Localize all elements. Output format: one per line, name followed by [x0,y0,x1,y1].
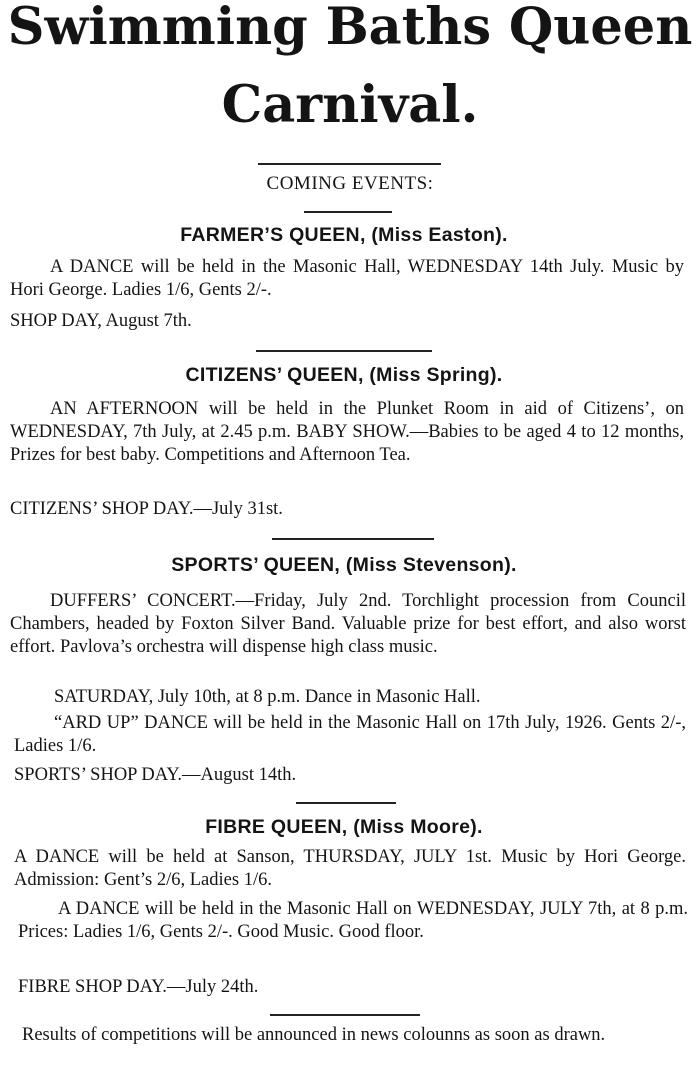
coming-events-heading: COMING EVENTS: [266,173,434,194]
divider [270,1014,420,1016]
section-title-sports: SPORTS’ QUEEN, (Miss Stevenson). [171,554,517,576]
divider [296,802,396,804]
farmers-paragraph-2: SHOP DAY, August 7th. [10,311,192,331]
citizens-paragraph-2: CITIZENS’ SHOP DAY.—July 31st. [10,499,283,519]
divider [258,163,441,165]
results-note: Results of competitions will be announced in news colounns as soon as drawn. [22,1025,606,1045]
headline-line-2: Carnival. [221,75,479,135]
headline-line-1: Swimming Baths Queen [7,0,693,57]
section-title-citizens: CITIZENS’ QUEEN, (Miss Spring). [185,364,503,386]
sports-paragraph-2: SATURDAY, July 10th, at 8 p.m. Dance in Masonic Hall. [54,687,481,707]
sports-paragraph-4: SPORTS’ SHOP DAY.—August 14th. [14,765,297,785]
sports-paragraph-1: DUFFERS’ CONCERT.—Friday, July 2nd. Torchlight procession from Council Chambers, headed by Foxton Silver Band. Valuable prize for best effort, and also worst effort. Pavlova’s orchestra will dispense high class music. [10,591,686,658]
fibre-paragraph-3: FIBRE SHOP DAY.—July 24th. [18,977,259,997]
citizens-paragraph-1: AN AFTERNOON will be held in the Plunket Room in aid of Citizens’, on WEDNESDAY, 7th July, at 2.45 p.m. BABY SHOW.—Babies to be aged 4 to 12 months, Prizes for best baby. Competitions and Afternoon Tea. [10,399,684,466]
divider [272,538,434,540]
section-title-fibre: FIBRE QUEEN, (Miss Moore). [205,816,483,838]
divider [256,350,432,352]
fibre-paragraph-2: A DANCE will be held in the Masonic Hall on WEDNESDAY, JULY 7th, at 8 p.m. Prices: Ladies 1/6, Gents 2/-. Good Music. Good floor. [18,899,688,943]
fibre-paragraph-1: A DANCE will be held at Sanson, THURSDAY, JULY 1st. Music by Hori George. Admission: Gent’s 2/6, Ladies 1/6. [14,847,686,891]
sports-paragraph-3: “ARD UP” DANCE will be held in the Masonic Hall on 17th July, 1926. Gents 2/-, Ladies 1/6. [14,713,686,757]
farmers-paragraph-1: A DANCE will be held in the Masonic Hall, WEDNESDAY 14th July. Music by Hori George. Ladies 1/6, Gents 2/-. [10,257,684,301]
section-title-farmers: FARMER’S QUEEN, (Miss Easton). [180,224,508,246]
divider [304,211,392,213]
